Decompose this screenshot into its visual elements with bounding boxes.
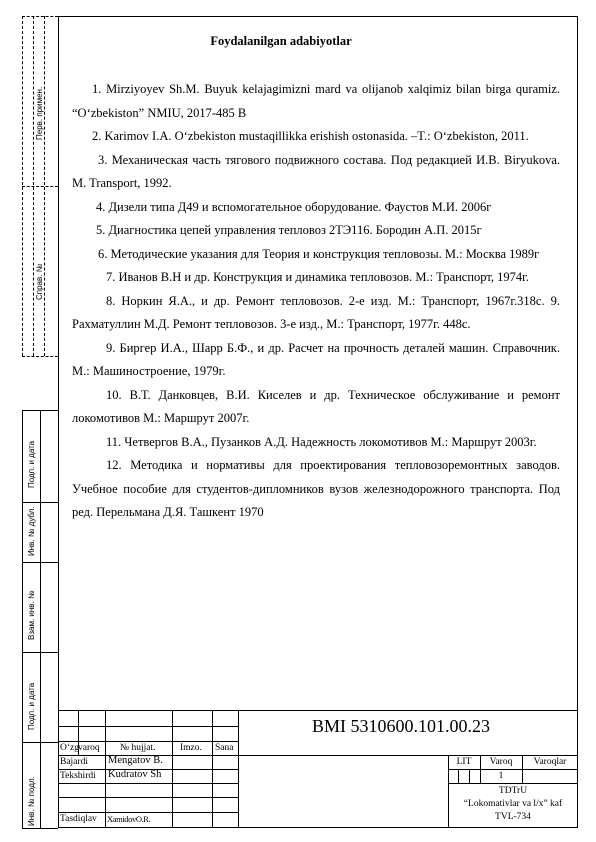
tasdiqlav-label: Tasdiqlav	[60, 814, 97, 824]
margin-hline-6	[22, 828, 58, 829]
margin-dash-h1	[22, 16, 58, 17]
margin-line-1	[22, 410, 23, 828]
margin-hline-2	[22, 502, 58, 503]
margin-hline-5	[22, 742, 58, 743]
reference-item: 2. Karimov I.A. O‘zbekiston mustaqillikka erishish ostonasida. –T.: O‘zbekiston, 2011.	[92, 129, 529, 143]
reference-item: 5. Диагностика цепей управления тепловоз 2ТЭ116. Бородин А.П. 2015г	[96, 223, 482, 237]
side-label-inv-dubl: Инв. № дубл.	[27, 506, 36, 556]
col-imzo-label: Imzo.	[180, 743, 202, 753]
margin-line-2	[40, 410, 41, 828]
margin-hline-3	[22, 562, 58, 563]
stamp-lit-line-1	[448, 769, 578, 770]
doc-number: BMI 5310600.101.00.23	[312, 716, 491, 736]
reference-item: 7. Иванов В.Н и др. Конструкция и динамика тепловозов. М.: Транспорт, 1974г.	[106, 270, 529, 284]
varoq-value: 1	[498, 771, 504, 781]
stamp-col-3	[172, 710, 173, 828]
margin-hline-4	[22, 652, 58, 653]
stamp-col-2	[105, 710, 106, 828]
stamp-lit-sub-2	[469, 769, 470, 783]
col-sana-label: Sana	[215, 743, 234, 753]
stamp-top-line	[58, 710, 578, 711]
page-title: Foydalanilgan adabiyotlar	[210, 34, 352, 48]
stamp-row-line-5	[58, 783, 238, 784]
lit-label: LIT	[456, 757, 472, 767]
col-ozg-label: O‘zg	[60, 743, 79, 753]
tasdiqlav-name: XamidovO.R.	[107, 814, 151, 824]
margin-dash-h3	[22, 356, 58, 357]
bajardi-label: Bajardi	[60, 757, 88, 767]
stamp-row-line-6	[58, 797, 238, 798]
side-label-vzam-inv: Взам. инв. №	[27, 590, 36, 640]
reference-item: 1. Mirziyoyev Sh.M. Buyuk kelajagimizni mard va olijanob xalqimiz bilan birga quramiz. “O‘zbekiston” NMIU, 2017-485 B	[72, 82, 560, 120]
tekshirdi-name: Kudratov Sh	[108, 769, 162, 780]
reference-item: 10. В.Т. Данковцев, В.И. Киселев и др. Техническое обслуживание и ремонт локомотивов М.: Маршрут 2007г.	[72, 387, 560, 425]
reference-item: 3. Механическая часть тягового подвижного состава. Под редакцией И.В. Biryukova. M. Transport, 1992.	[72, 152, 560, 190]
side-label-inv-podl: Инв. № подл.	[27, 776, 36, 826]
varoqlar-label: Varoqlar	[533, 757, 567, 767]
reference-item: 6. Методические указания для Теория и конструкция тепловозы. М.: Москва 1989г	[98, 246, 540, 261]
stamp-col-5	[238, 710, 239, 828]
reference-item: 9. Биргер И.А., Шарр Б.Ф., и др. Расчет на прочность деталей машин. Справочник. М.: Машиностроение, 1979г.	[72, 340, 560, 378]
bajardi-name: Mengatov B.	[108, 755, 163, 766]
margin-dash-h2	[22, 186, 58, 187]
stamp-col-4	[212, 710, 213, 828]
stamp-lit-line-2	[448, 783, 578, 784]
col-varoq-label: varoq	[78, 743, 100, 753]
org-line-2: “Lokomativlar va l/x” kaf	[463, 799, 563, 809]
col-hujjat-label: № hujjat.	[120, 743, 156, 753]
stamp-row-line-1	[58, 726, 238, 727]
org-line-1: TDTrU	[498, 786, 528, 796]
reference-item: 8. Норкин Я.А., и др. Ремонт тепловозов. 2-е изд. М.: Транспорт, 1967г.318с. 9. Рахматуллин М.Д. Ремонт тепловозов. 3-е изд., М.: Транспорт, 1977г. 448с.	[72, 293, 560, 331]
side-label-sprav-no: Справ. №	[35, 263, 44, 300]
reference-item: 11. Четвергов В.А., Пузанков А.Д. Надежность локомотивов М.: Маршрут 2003г.	[106, 434, 537, 449]
margin-hline-1	[22, 410, 58, 411]
reference-list	[72, 78, 560, 525]
stamp-row-line-7	[58, 812, 238, 813]
side-label-podp-data-2: Подп. и дата	[27, 682, 36, 730]
side-label-podp-data-1: Подп. и дата	[27, 440, 36, 488]
reference-item: 12. Методика и нормативы для проектирования тепловозоремонтных заводов. Учебное пособие для студентов-дипломников вузов железнодорожного транспорта. Под ред. Перельмана Д.Я. Ташкент 1970	[72, 458, 560, 519]
tekshirdi-label: Tekshirdi	[60, 771, 96, 781]
stamp-lit-sub-1	[458, 769, 459, 783]
org-line-3: TVL-734	[495, 812, 531, 822]
varoq-label: Varoq	[489, 757, 513, 767]
stamp-row-line-2	[58, 741, 238, 742]
reference-item: 4. Дизели типа Д49 и вспомогательное оборудование. Фаустов М.И. 2006г	[96, 199, 492, 214]
side-label-perv-primen: Перв. примен.	[35, 86, 44, 140]
